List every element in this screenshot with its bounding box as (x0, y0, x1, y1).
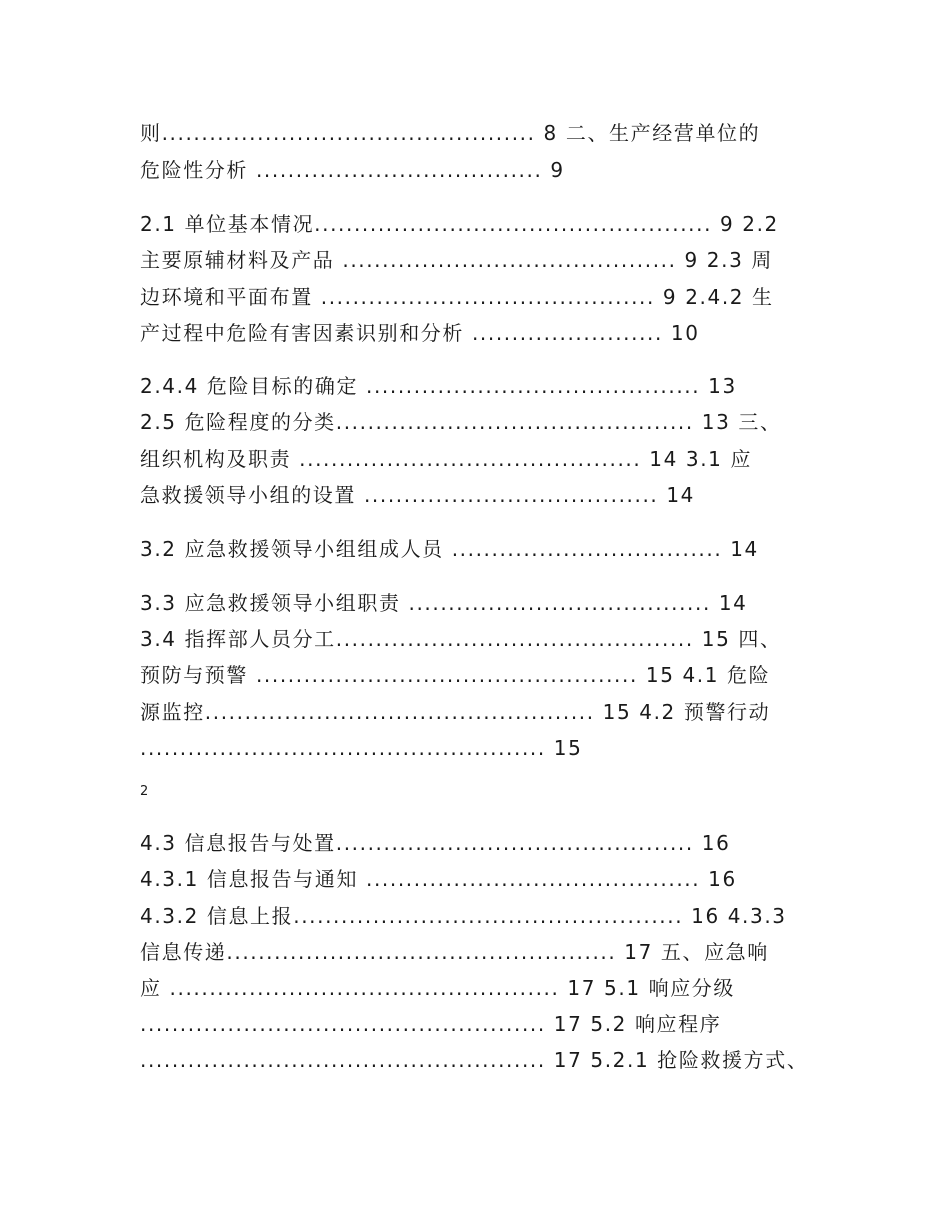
toc-line: 3.3 应急救援领导小组职责 ...................................... 14 (140, 591, 748, 615)
toc-line: 4.3.1 信息报告与通知 .......................................... 16 (140, 867, 737, 891)
toc-line: 急救援领导小组的设置 ..................................... 14 (140, 483, 695, 507)
toc-line: 4.3.2 信息上报................................................. 16 4.3.3 (140, 904, 787, 928)
toc-line: 信息传递................................................. 17 五、应急响 (140, 940, 769, 964)
toc-line: 主要原辅材料及产品 .......................................... 9 2.3 周 (140, 248, 773, 272)
toc-line: ................................................... 15 (140, 736, 583, 760)
toc-line: 预防与预警 ................................................ 15 4.1 危险 (140, 663, 771, 687)
page-number: 2 (140, 784, 149, 799)
toc-line: 危险性分析 .................................... 9 (140, 158, 565, 182)
toc-line: 2.1 单位基本情况.................................................. 9 2.2 (140, 212, 779, 236)
toc-line: 源监控................................................. 15 4.2 预警行动 (140, 700, 771, 724)
toc-line: 2.4.4 危险目标的确定 .......................................... 13 (140, 374, 737, 398)
toc-line: ................................................... 17 5.2.1 抢险救援方式、 (140, 1048, 809, 1072)
toc-line: 应 ................................................. 17 5.1 响应分级 (140, 976, 735, 1000)
toc-line: 组织机构及职责 ........................................... 14 3.1 应 (140, 447, 753, 471)
toc-line: 4.3 信息报告与处置............................................. 16 (140, 831, 731, 855)
toc-line: 产过程中危险有害因素识别和分析 ........................ 10 (140, 321, 700, 345)
toc-line: 3.4 指挥部人员分工............................................. 15 四、 (140, 627, 782, 651)
toc-line: 2.5 危险程度的分类............................................. 13 三、 (140, 410, 782, 434)
toc-line: 3.2 应急救援领导小组组成人员 .................................. 14 (140, 537, 759, 561)
toc-line: ................................................... 17 5.2 响应程序 (140, 1012, 722, 1036)
toc-line: 边环境和平面布置 .......................................... 9 2.4.2 生 (140, 285, 774, 309)
toc-line: 则............................................... 8 二、生产经营单位的 (140, 121, 761, 145)
